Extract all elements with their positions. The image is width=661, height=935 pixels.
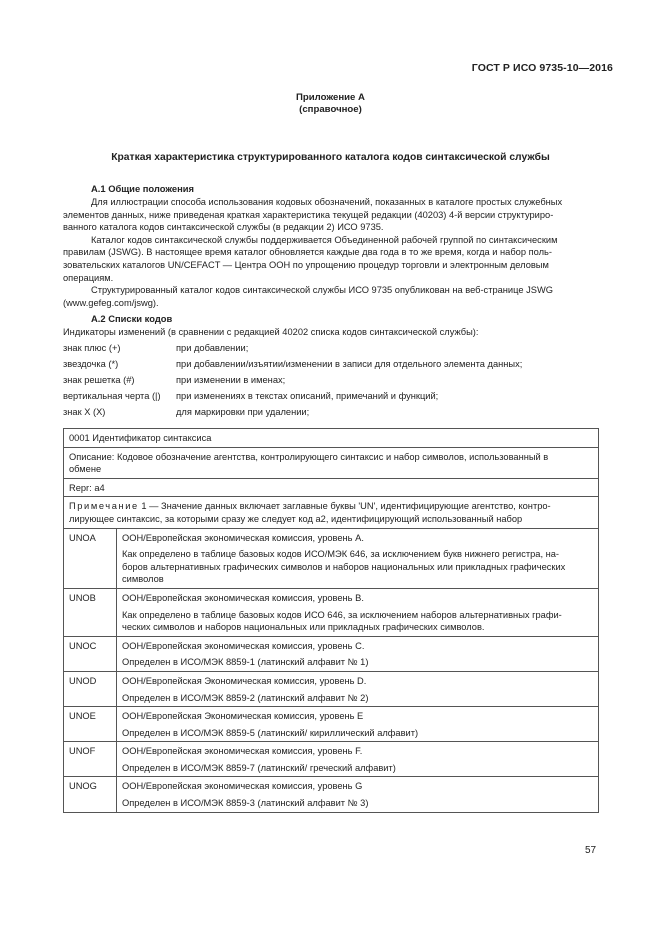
text-line: Определен в ИСО/МЭК 8859-5 (латинский/ кириллический алфавит) [122,727,419,738]
table-row [64,528,599,588]
text-line: Описание: Кодовое обозначение агентства, контролирующего синтаксис и набор символов, использованный в [69,451,549,462]
indicator-sign: знак плюс (+) [63,343,121,353]
code-cell: UNOG [64,777,117,812]
code-description-cell [117,777,599,812]
paragraph-2 [63,234,599,284]
text-line: правилам (JSWG). В настоящее время каталог обновляется каждые два года в то же время, когда и набор поль- [63,247,552,258]
code-description-cell [117,671,599,706]
paragraph-3 [63,284,599,309]
table-row [64,777,599,812]
text-line: Как определено в таблице базовых кодов ИСО 646, за исключением наборов альтернативных графи- [122,609,562,620]
table-title: 0001 Идентификатор синтаксиса [64,429,599,448]
text-line: обмене [69,464,102,475]
table-row [64,707,599,742]
text-line: Определен в ИСО/МЭК 8859-1 (латинский алфавит № 1) [122,657,369,668]
text-line: операциям. [63,272,114,283]
code-description-cell [117,707,599,742]
text-line: Определен в ИСО/МЭК 8859-3 (латинский алфавит № 3) [122,798,369,809]
text-line: Для иллюстрации способа использования кодовых обозначений, показанных в каталоге простых служебных [91,197,563,207]
text-line: Определен в ИСО/МЭК 8859-7 (латинский/ греческий алфавит) [122,762,396,773]
code-name: ООН/Европейская экономическая комиссия, уровень С. [122,640,365,651]
text-line: ванного каталога кодов синтаксической службы (в редакции 2) ИСО 9735. [63,222,384,233]
section-1-body [63,196,599,309]
text-line: ческих символов и наборов национальных или прикладных графических символов. [122,622,485,633]
section-1-heading: А.1 Общие положения [91,183,194,194]
main-title: Краткая характеристика структурированного каталога кодов синтаксической службы [111,152,550,163]
indicators-intro: Индикаторы изменений (в сравнении с редакцией 40202 списка кодов синтаксической службы): [63,327,479,337]
table-row [64,742,599,777]
indicator-sign: знак решетка (#) [63,375,135,385]
indicator-sign: вертикальная черта (|) [63,391,161,401]
text-line: Каталог кодов синтаксической службы поддерживается Объединенной рабочей группой по синтаксическим [91,234,558,245]
table-description-row [64,447,599,478]
table-repr: Repr: a4 [64,478,599,497]
table-row [64,588,599,636]
code-description-cell [117,528,599,588]
indicator-meaning: при добавлении/изъятии/изменении в записи для отдельного элемента данных; [176,359,523,369]
text-line: боров альтернативных графических символов и наборов национальных или прикладных графических [122,561,566,572]
text-line: элементов данных, ниже приведеная краткая характеристика текущей редакции (40203) 4-й версии структуриро- [63,209,554,220]
indicator-meaning: при изменениях в текстах описаний, примечаний и функций; [176,391,439,401]
code-name: ООН/Европейская Экономическая комиссия, уровень D. [122,675,367,686]
text-line: Как определено в таблице базовых кодов ИСО/МЭК 646, за исключением букв нижнего регистра, на- [122,549,560,560]
code-cell: UNOD [64,671,117,706]
table-row [64,671,599,706]
appendix-subtitle: (справочное) [299,104,362,115]
note-label: Примечание [69,501,139,512]
indicator-meaning: при изменении в именах; [176,375,286,385]
table-note-row [64,497,599,528]
text-line: символов [122,574,164,585]
code-description-cell [117,636,599,671]
code-name: ООН/Европейская экономическая комиссия, уровень G [122,781,363,792]
code-cell: UNOA [64,528,117,588]
indicator-sign: звездочка (*) [63,359,119,369]
indicator-sign: знак Х (X) [63,407,106,417]
indicator-meaning: при добавлении; [176,343,249,353]
code-list-table [63,428,599,813]
text-line: (www.gefeg.com/jswg). [63,297,159,308]
code-name: ООН/Европейская экономическая комиссия, уровень F. [122,746,363,757]
indicator-meaning: для маркировки при удалении; [176,407,310,417]
code-cell: UNOF [64,742,117,777]
section-2-heading: А.2 Списки кодов [91,313,173,324]
code-cell: UNOB [64,588,117,636]
table-description [64,447,599,478]
code-cell: UNOC [64,636,117,671]
table-repr-row [64,478,599,497]
code-name: ООН/Европейская Экономическая комиссия, уровень Е [122,711,364,722]
document-id: ГОСТ Р ИСО 9735-10—2016 [471,62,613,74]
code-cell: UNOE [64,707,117,742]
table-row [64,636,599,671]
code-description-cell [117,742,599,777]
text-line: лирующее синтаксис, за которыми сразу же следует код а2, идентифицирующий использованный набор [69,513,523,524]
table-note [64,497,599,528]
appendix-title: Приложение А [296,92,365,103]
text-line [69,500,593,513]
note-text: 1 — Значение данных включает заглавные буквы 'UN', идентифицирующие агентство, контро- [141,501,551,512]
text-line: зовательских каталогов UN/CEFACT — Центра ООН по упрощению процедур торговли и электронным деловым [63,259,549,270]
table-header-row [64,429,599,448]
text-line: Определен в ИСО/МЭК 8859-2 (латинский алфавит № 2) [122,692,369,703]
code-description-cell [117,588,599,636]
code-name: ООН/Европейская экономическая комиссия, уровень В. [122,592,364,603]
paragraph-1 [63,196,599,234]
code-name: ООН/Европейская экономическая комиссия, уровень А. [122,532,364,543]
text-line: Структурированный каталог кодов синтаксической службы ИСО 9735 опубликован на веб-странице JSWG [91,285,553,296]
page-number: 57 [585,845,597,856]
